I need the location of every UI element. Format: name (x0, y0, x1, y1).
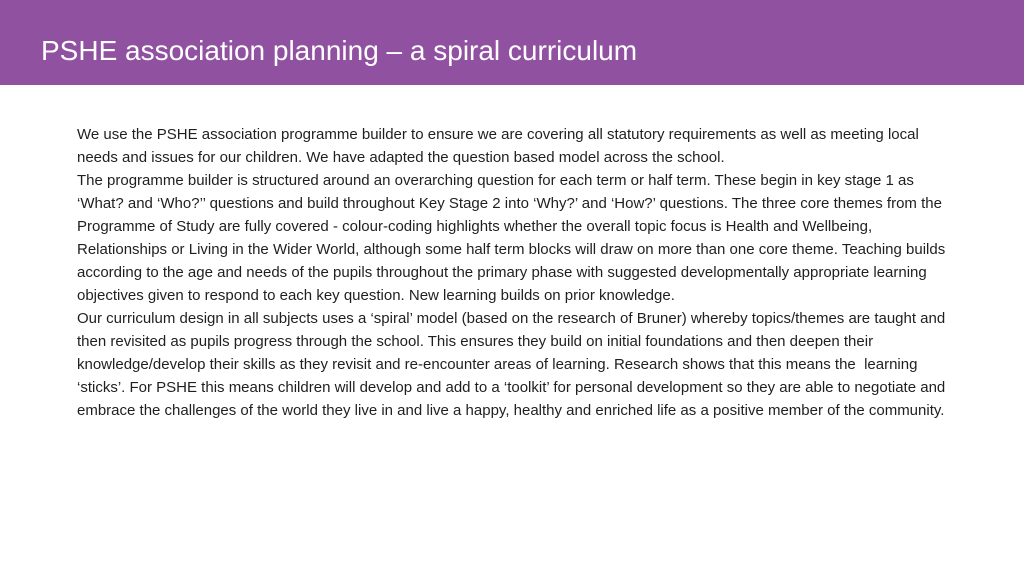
page-title: PSHE association planning – a spiral curriculum (41, 35, 638, 66)
paragraph-programme-builder: The programme builder is structured around an overarching question for each term or half term. These begin in key stage 1 as ‘What? and ‘Who?’’ questions and build throughout Key Stage 2 into ‘Why?’ and ‘How?’ questions. The three core themes from the Programme of Study are fully covered - colour-coding highlights whether the overall topic focus is Health and Wellbeing, Relationships or Living in the Wider World, although some half term blocks will draw on more than one core theme. Teaching builds according to the age and needs of the pupils throughout the primary phase with suggested developmentally appropriate learning objectives given to respond to each key question. New learning builds on prior knowledge. (77, 172, 950, 304)
paragraph-spiral-model: Our curriculum design in all subjects uses a ‘spiral’ model (based on the research of Bruner) whereby topics/themes are taught and then revisited as pupils progress through the school. This ensures they build on initial foundations and then deepen their knowledge/develop their skills as they revisit and re-encounter areas of learning. Research shows that this means the learning ‘sticks’. For PSHE this means children will develop and add to a ‘toolkit’ for personal development so they are able to negotiate and embrace the challenges of the world they live in and live a happy, healthy and enriched life as a positive member of the community. (77, 310, 950, 419)
body-text (77, 123, 953, 422)
title-bar (0, 0, 1024, 85)
paragraph-intro: We use the PSHE association programme builder to ensure we are covering all statutory requirements as well as meeting local needs and issues for our children. We have adapted the question based model across the school. (77, 126, 923, 166)
